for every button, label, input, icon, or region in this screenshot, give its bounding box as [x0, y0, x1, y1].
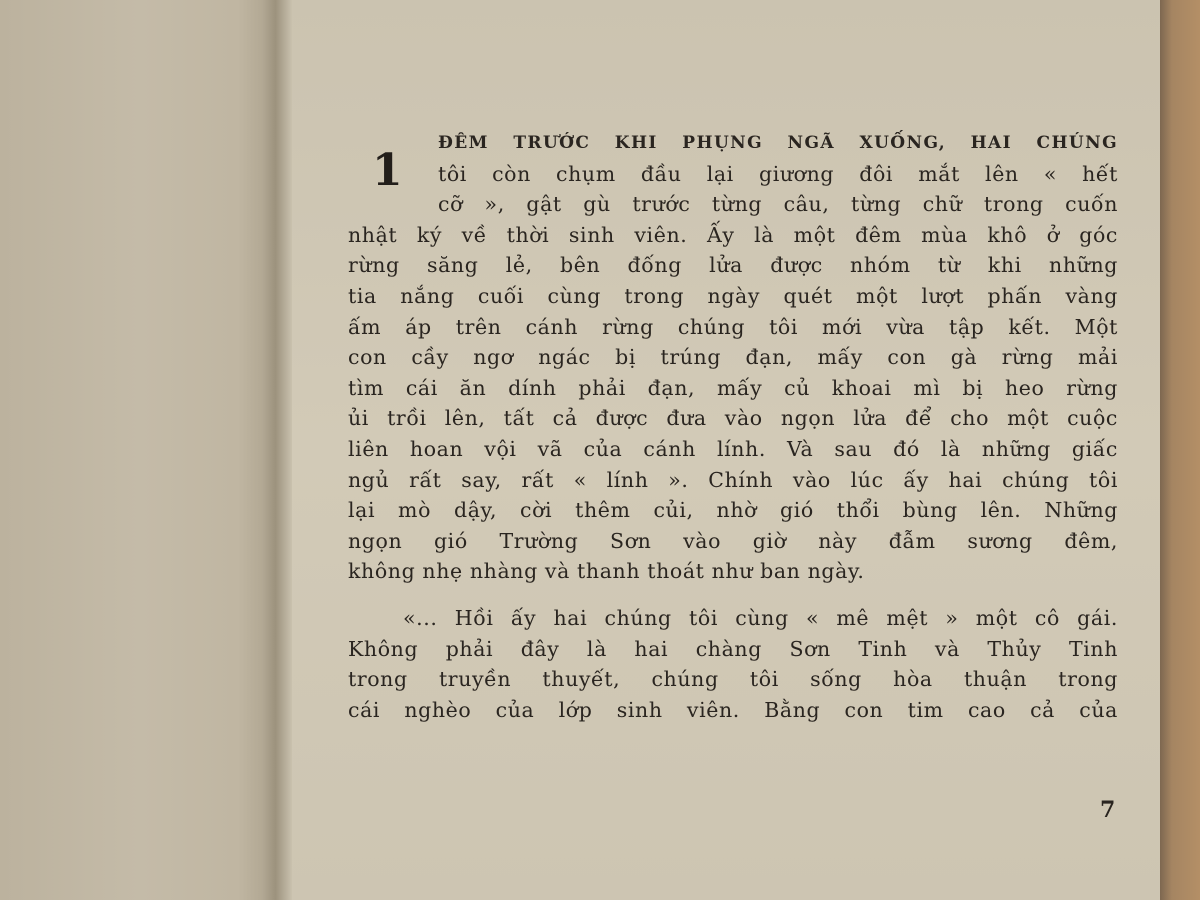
text-line: ngủ rất say, rất « lính ». Chính vào lúc ấy hai chúng tôi — [348, 467, 1118, 492]
text-line: ấm áp trên cánh rừng chúng tôi mới vừa tập kết. Một — [348, 314, 1118, 339]
paragraph-1 — [348, 128, 1118, 587]
text-line: ủi trồi lên, tất cả được đưa vào ngọn lửa để cho một cuộc — [348, 406, 1118, 431]
text-line: tôi còn chụm đầu lại giương đôi mắt lên « hết — [438, 161, 1118, 186]
text-line: lại mò dậy, cời thêm củi, nhờ gió thổi bùng lên. Những — [348, 498, 1118, 523]
text-line: cái nghèo của lớp sinh viên. Bằng con tim cao cả của — [348, 697, 1118, 722]
text-line: Không phải đây là hai chàng Sơn Tinh và Thủy Tinh — [348, 636, 1118, 661]
text-line: ngọn gió Trường Sơn vào giờ này đẫm sương đêm, — [348, 528, 1118, 553]
left-page — [0, 0, 280, 900]
text-line: tia nắng cuối cùng trong ngày quét một lượt phấn vàng — [348, 283, 1118, 308]
text-line: tìm cái ăn dính phải đạn, mấy củ khoai mì bị heo rừng — [348, 375, 1118, 400]
page-number: 7 — [1100, 797, 1116, 823]
text-line: con cầy ngơ ngác bị trúng đạn, mấy con gà rừng mải — [348, 345, 1118, 370]
text-line: ĐÊM TRƯỚC KHI PHỤNG NGÃ XUỐNG, HAI CHÚNG — [438, 133, 1118, 153]
paragraph-2 — [348, 603, 1118, 725]
text-line: không nhẹ nhàng và thanh thoát như ban ngày. — [348, 559, 865, 584]
book-gutter — [262, 0, 292, 900]
text-line: nhật ký về thời sinh viên. Ấy là một đêm mùa khô ở góc — [348, 222, 1118, 247]
text-line: cỡ », gật gù trước từng câu, từng chữ trong cuốn — [438, 192, 1118, 217]
text-line: rừng săng lẻ, bên đống lửa được nhóm từ khi những — [348, 253, 1118, 278]
chapter-number: 1 — [372, 145, 403, 196]
text-line: liên hoan vội vã của cánh lính. Và sau đó là những giấc — [348, 436, 1118, 461]
table-edge — [1160, 0, 1200, 900]
page-text — [348, 128, 1118, 725]
text-line: «... Hồi ấy hai chúng tôi cùng « mê mệt » một cô gái. — [403, 605, 1118, 630]
text-line: trong truyền thuyết, chúng tôi sống hòa thuận trong — [348, 667, 1118, 692]
